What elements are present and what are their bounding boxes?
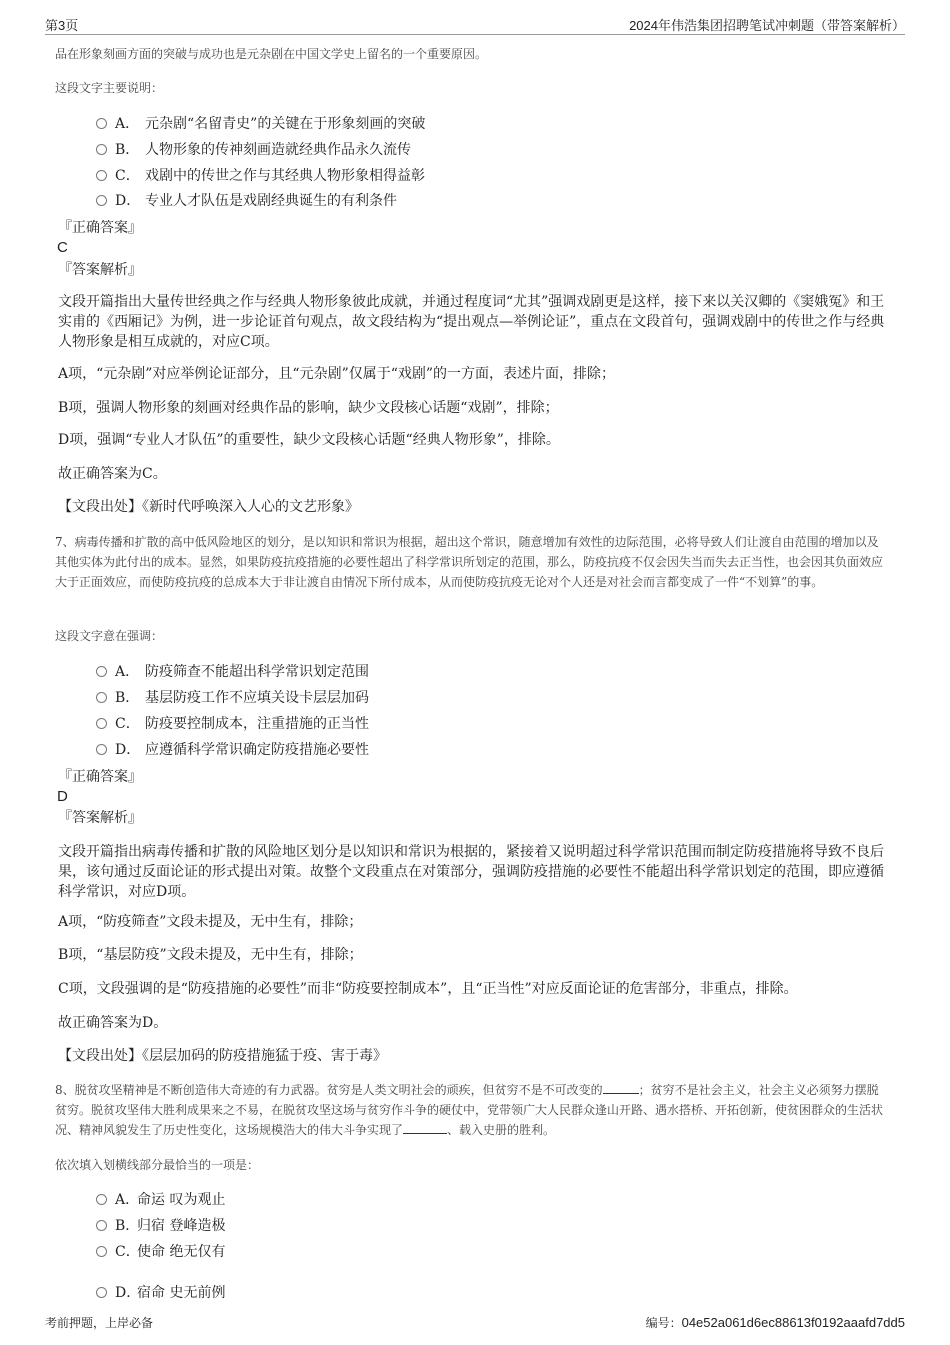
- fill-blank-1[interactable]: [603, 1081, 639, 1094]
- q8-option-d[interactable]: D．宿命 史无前例: [96, 1283, 225, 1303]
- q8-option-c[interactable]: C．使命 绝无仅有: [96, 1242, 225, 1262]
- q6-answer: C: [57, 239, 68, 256]
- q6-prompt: 这段文字主要说明：: [55, 81, 164, 95]
- radio-icon[interactable]: [96, 1194, 107, 1205]
- q7-option-a[interactable]: A． 防疫筛查不能超出科学常识划定范围: [96, 662, 369, 682]
- q7-answer: D: [57, 788, 68, 805]
- radio-icon[interactable]: [96, 195, 107, 206]
- q7-option-d[interactable]: D． 应遵循科学常识确定防疫措施必要性: [96, 740, 369, 760]
- q7-passage: 7、病毒传播和扩散的高中低风险地区的划分，是以知识和常识为根据，超出这个常识，随意增加有效性的边际范围，必将导致人们让渡自由范围的增加以及其他实体为此付出的成本。显然，如果防疫抗疫措施的必要性超出了科学常识所划定的范围，那么，防疫抗疫不仅会因失当而失去正当性，也会因其负面效应大于正面效应，而使防疫抗疫的总成本大于非让渡自由情况下所付成本，从而使防疫抗疫无论对个人还是对社会而言都变成了一件“不划算”的事。: [55, 535, 884, 589]
- q7-option-c[interactable]: C． 防疫要控制成本，注重措施的正当性: [96, 714, 369, 734]
- q6-analysis-label: 『答案解析』: [58, 262, 142, 278]
- q6-option-a[interactable]: A． 元杂剧“名留青史”的关键在于形象刻画的突破: [96, 114, 425, 134]
- radio-icon[interactable]: [96, 1287, 107, 1298]
- q7-analysis-label: 『答案解析』: [58, 810, 142, 826]
- q6-analysis-d: D项，强调“专业人才队伍”的重要性，缺少文段核心话题“经典人物形象”，排除。: [58, 432, 560, 448]
- q7-analysis-b: B项，“基层防疫”文段未提及，无中生有，排除；: [58, 947, 363, 963]
- q6-conclusion: 故正确答案为C。: [58, 466, 167, 482]
- q6-answer-label: 『正确答案』: [58, 220, 142, 236]
- radio-icon[interactable]: [96, 1220, 107, 1231]
- page-number: 第3页: [45, 18, 79, 33]
- fill-blank-2[interactable]: [403, 1121, 447, 1134]
- radio-icon[interactable]: [96, 718, 107, 729]
- radio-icon[interactable]: [96, 692, 107, 703]
- q7-conclusion: 故正确答案为D。: [58, 1015, 168, 1031]
- q6-analysis-b: B项，强调人物形象的刻画对经典作品的影响，缺少文段核心话题“戏剧”，排除；: [58, 400, 559, 416]
- q7-source: 【文段出处】《层层加码的防疫措施猛于疫、害于毒》: [58, 1048, 387, 1064]
- q7-prompt: 这段文字意在强调：: [55, 629, 164, 643]
- q8-passage: 8、脱贫攻坚精神是不断创造伟大奇迹的有力武器。贫穷是人类文明社会的顽疾，但贫穷不是不可改变的 ；贫穷不是社会主义，社会主义必须努力摆脱贫穷。脱贫攻坚伟大胜利成果来之不易，在脱贫攻坚这场与贫穷作斗争的硬仗中，党带领广大人民群众逢山开路、遇水搭桥、开拓创新，使贫困群众的生活状况、精神风貌发生了历史性变化，这场规模浩大的伟大斗争实现了 、载入史册的胜利。: [55, 1083, 884, 1137]
- radio-icon[interactable]: [96, 1246, 107, 1257]
- radio-icon[interactable]: [96, 666, 107, 677]
- radio-icon[interactable]: [96, 170, 107, 181]
- q6-option-d[interactable]: D． 专业人才队伍是戏剧经典诞生的有利条件: [96, 191, 397, 211]
- page-header: [45, 14, 905, 35]
- q6-passage-tail: 品在形象刻画方面的突破与成功也是元杂剧在中国文学史上留名的一个重要原因。: [55, 47, 488, 61]
- document-code: 编号：04e52a061d6ec88613f0192aaafd7dd5: [645, 1315, 905, 1330]
- radio-icon[interactable]: [96, 118, 107, 129]
- radio-icon[interactable]: [96, 744, 107, 755]
- q6-option-b[interactable]: B． 人物形象的传神刻画造就经典作品永久流传: [96, 140, 411, 160]
- q6-analysis-a: A项，“元杂剧”对应举例论证部分，且“元杂剧”仅属于“戏剧”的一方面，表述片面，排除；: [58, 366, 616, 382]
- q8-option-b[interactable]: B．归宿 登峰造极: [96, 1216, 225, 1236]
- q7-analysis-c: C项，文段强调的是“防疫措施的必要性”而非“防疫要控制成本”，且“正当性”对应反面论证的危害部分，非重点，排除。: [58, 981, 798, 997]
- q7-analysis-a: A项，“防疫筛查”文段未提及，无中生有，排除；: [58, 914, 363, 930]
- q6-analysis-main: 文段开篇指出大量传世经典之作与经典人物形象彼此成就，并通过程度词“尤其”强调戏剧更是这样，接下来以关汉卿的《窦娥冤》和王实甫的《西厢记》为例，进一步论证首句观点，故文段结构为“提出观点—举例论证”，重点在文段首句，强调戏剧中的传世之作与经典人物形象是相互成就的，对应C项。: [58, 294, 885, 350]
- q8-option-a[interactable]: A．命运 叹为观止: [96, 1190, 225, 1210]
- q7-answer-label: 『正确答案』: [58, 769, 142, 785]
- q6-option-c[interactable]: C． 戏剧中的传世之作与其经典人物形象相得益彰: [96, 166, 425, 186]
- radio-icon[interactable]: [96, 144, 107, 155]
- q6-source: 【文段出处】《新时代呼唤深入人心的文艺形象》: [58, 499, 359, 515]
- q7-option-b[interactable]: B． 基层防疫工作不应填关设卡层层加码: [96, 688, 369, 708]
- document-title: 2024年伟浩集团招聘笔试冲刺题（带答案解析）: [629, 18, 905, 33]
- q8-prompt: 依次填入划横线部分最恰当的一项是：: [55, 1158, 260, 1172]
- footer-slogan: 考前押题，上岸必备: [45, 1316, 154, 1330]
- q7-analysis-main: 文段开篇指出病毒传播和扩散的风险地区划分是以知识和常识为根据的，紧接着又说明超过科学常识范围而制定防疫措施将导致不良后果，该句通过反面论证的形式提出对策。故整个文段重点在对策部分，强调防疫措施的必要性不能超出科学常识划定的范围，即应遵循科学常识，对应D项。: [58, 844, 884, 900]
